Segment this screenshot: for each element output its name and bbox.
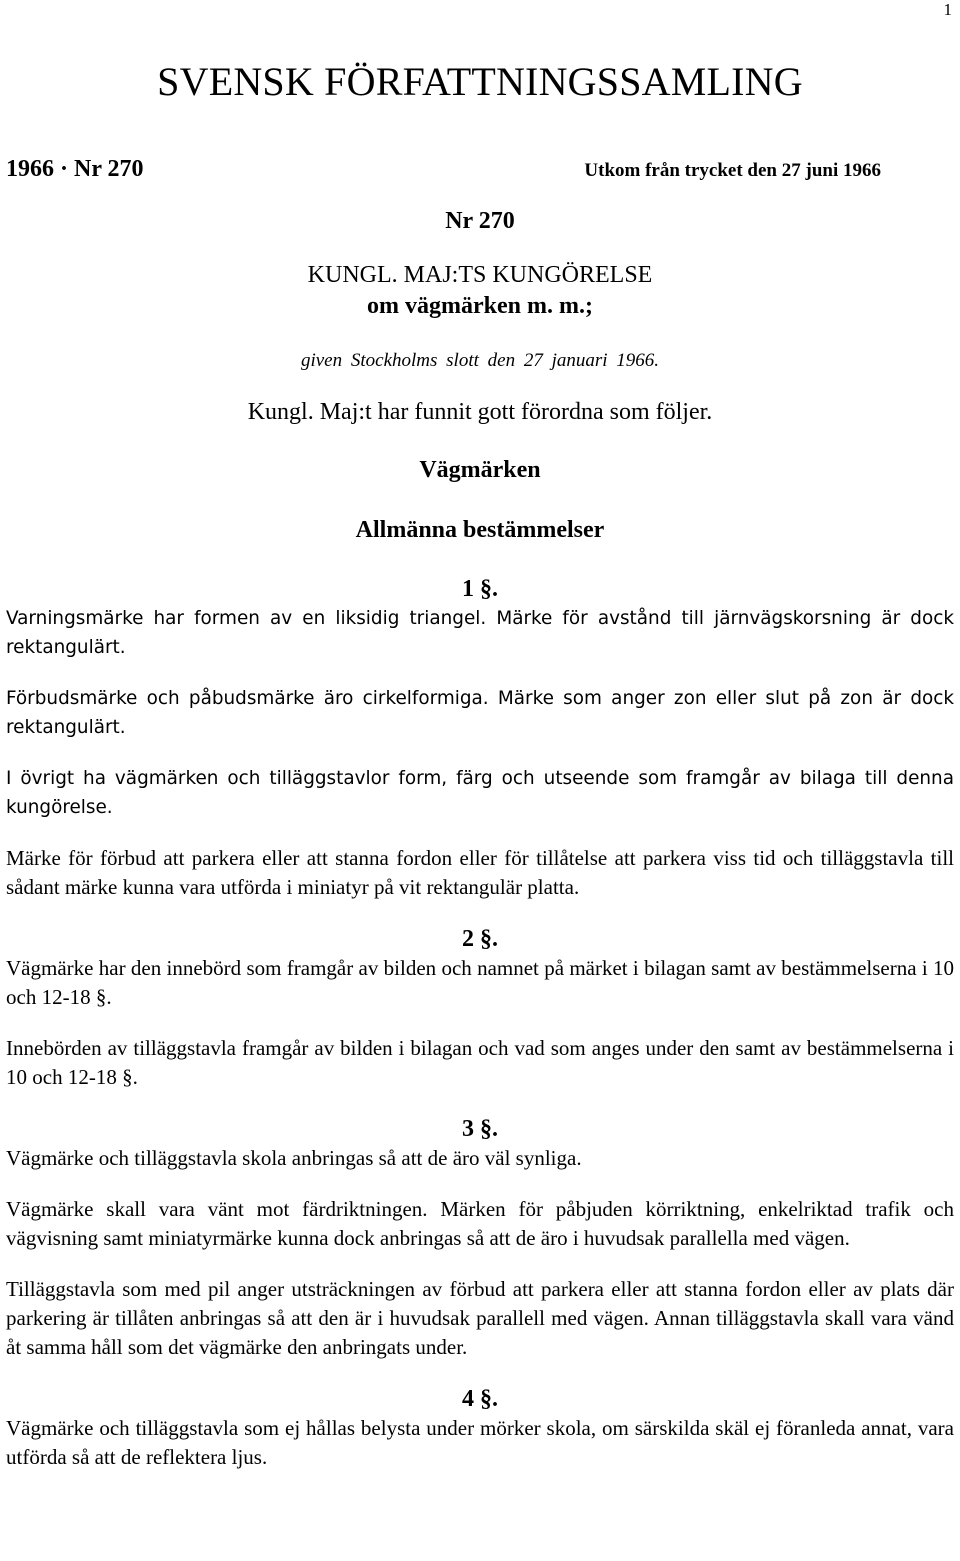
statute-type: KUNGL. MAJ:TS KUNGÖRELSE [307,262,653,288]
statute-subject: om vägmärken m. m.; [367,293,593,319]
paragraph-1-text-4: Märke för förbud att parkera eller att stanna fordon eller för tillåtelse att parkera viss tid och tilläggstavla till sådant märke kunna vara utförda i miniatyr på vit rektangulär platta. [6,846,954,899]
paragraph-1-text-1: Varningsmärke har formen av en liksidig triangel. Märke för avstånd till järnvägskorsning är dock rektangulärt. [6,608,954,658]
paragraph-number-2: 2 §. [462,926,498,952]
intro-line: Kungl. Maj:t har funnit gott förordna som följer. [247,399,713,425]
paragraph-2-text-1: Vägmärke har den innebörd som framgår av bilden och namnet på märket i bilagan samt av bestämmelserna i 10 och 12-18 §. [6,956,954,1009]
page-number: 1 [943,0,952,19]
paragraph-4-text-1: Vägmärke och tilläggstavla som ej hållas belysta under mörker skola, om särskilda skäl ej föranleda annat, vara utförda så att de reflektera ljus. [6,1416,954,1469]
statute-body [6,574,954,1472]
issue-number: 1966 · Nr 270 [6,156,144,182]
publication-header [6,156,881,183]
document-title: SVENSK FÖRFATTNINGSSAMLING [157,59,803,104]
paragraph-3-text-2: Vägmärke skall vara vänt mot färdriktningen. Märken för påbjuden körriktning, enkelriktad trafik och vägvisning samt miniatyrmärke kunna dock anbringas så att de äro i huvudsak parallella med vägen. [6,1197,954,1250]
paragraph-1-text-3: I övrigt ha vägmärken och tilläggstavlor form, färg och utseende som framgår av bilaga till denna kungörelse. [6,768,954,818]
sub-heading: Allmänna bestämmelser [355,517,605,543]
section-heading: Vägmärken [419,457,541,483]
paragraph-3-text-3: Tilläggstavla som med pil anger utsträckningen av förbud att parkera eller att stanna fordon eller av plats där parkering är tillåten anbringas så att den är i huvudsak parallell med vägen. Annan tilläggstavla skall vara vänd åt samma håll som det vägmärke den anbringats under. [6,1277,954,1359]
paragraph-number-3: 3 §. [462,1116,498,1142]
statute-number: Nr 270 [445,208,515,234]
publication-date: Utkom från trycket den 27 juni 1966 [584,160,881,181]
paragraph-1-text-2: Förbudsmärke och påbudsmärke äro cirkelformiga. Märke som anger zon eller slut på zon är dock rektangulärt. [6,688,954,738]
paragraph-number-1: 1 §. [462,576,498,602]
paragraph-number-4: 4 §. [462,1386,498,1412]
paragraph-2-text-2: Innebörden av tilläggstavla framgår av bilden i bilagan och vad som anges under den samt av bestämmelserna i 10 och 12-18 §. [6,1036,954,1089]
paragraph-3-text-1: Vägmärke och tilläggstavla skola anbringas så att de äro väl synliga. [6,1146,582,1170]
given-line: given Stockholms slott den 27 januari 1966. [300,350,660,371]
